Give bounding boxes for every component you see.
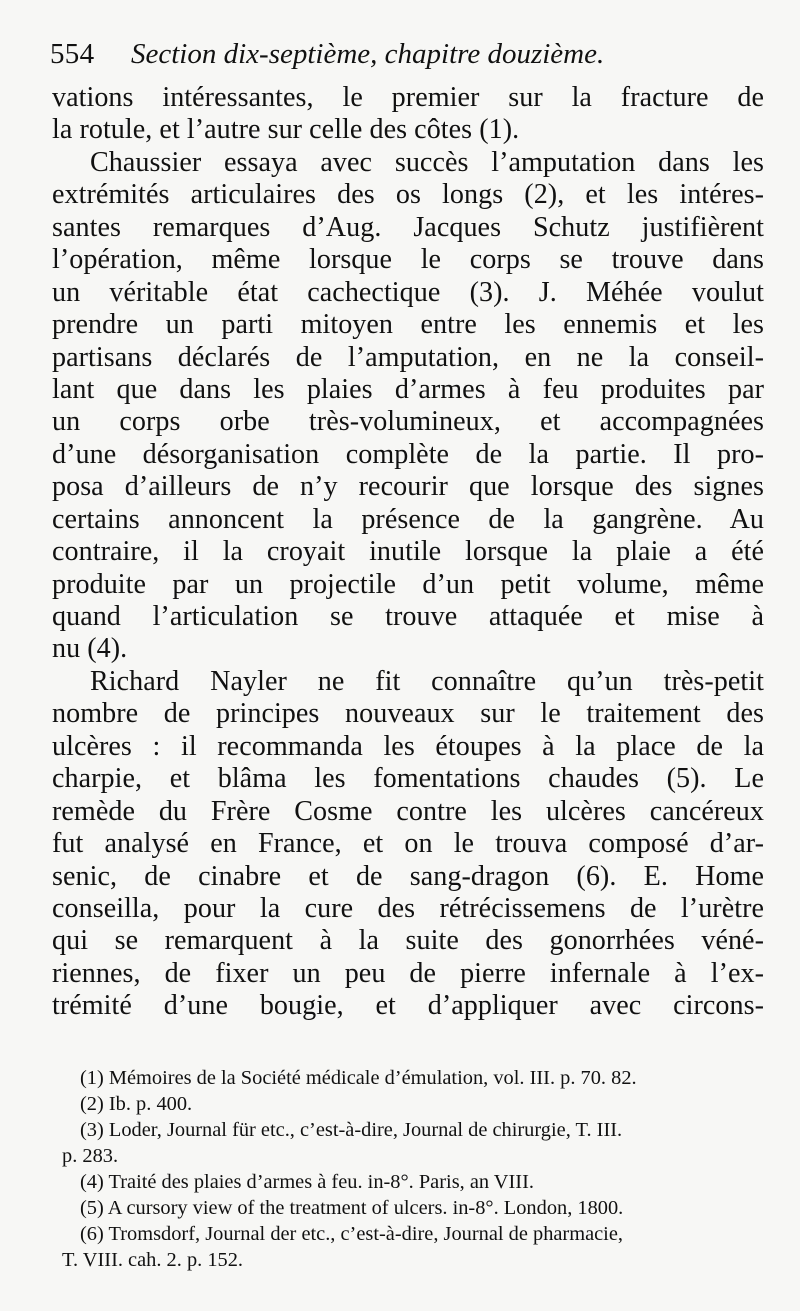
text-line: charpie, et blâma les fomentations chaudes (5). Le — [52, 763, 764, 795]
text-line: un véritable état cachectique (3). J. Méhée voulut — [52, 276, 764, 308]
footnote-line: (2) Ib. p. 400. — [80, 1093, 193, 1115]
footnote-continuation-line: p. 283. — [62, 1145, 119, 1167]
footnote-line: (1) Mémoires de la Société médicale d’émulation, vol. III. p. 70. 82. — [80, 1067, 637, 1089]
text-line: un corps orbe très-volumineux, et accompagnées — [52, 406, 764, 438]
text-line: prendre un parti mitoyen entre les ennemis et les — [52, 309, 764, 341]
text-line: trémité d’une bougie, et d’appliquer avec circons- — [52, 990, 764, 1022]
paragraph-start-line: Richard Nayler ne fit connaître qu’un très-petit — [90, 665, 764, 697]
text-line: senic, de cinabre et de sang-dragon (6). E. Home — [52, 860, 764, 892]
text-line: d’une désorganisation complète de la partie. Il pro- — [52, 438, 764, 470]
text-line: riennes, de fixer un peu de pierre infernale à l’ex- — [52, 957, 764, 989]
main-text — [52, 82, 764, 1023]
text-line: partisans déclarés de l’amputation, en ne la conseil- — [52, 341, 764, 373]
text-line: santes remarques d’Aug. Jacques Schutz justifièrent — [52, 211, 764, 243]
text-line: remède du Frère Cosme contre les ulcères cancéreux — [52, 795, 764, 827]
text-line: ulcères : il recommanda les étoupes à la place de la — [52, 730, 764, 762]
running-head: Section dix-septième, chapitre douzième. — [131, 38, 605, 70]
page-number: 554 — [50, 38, 95, 70]
text-line: vations intéressantes, le premier sur la fracture de — [52, 82, 764, 113]
text-line: conseilla, pour la cure des rétrécissemens de l’urètre — [52, 892, 764, 924]
text-line: nombre de principes nouveaux sur le traitement des — [52, 698, 764, 730]
page-header — [50, 38, 750, 82]
paragraph-start-line: Chaussier essaya avec succès l’amputation dans les — [90, 146, 764, 178]
footnote-line: (5) A cursory view of the treatment of ulcers. in-8°. London, 1800. — [80, 1197, 624, 1219]
footnote-line: (3) Loder, Journal für etc., c’est-à-dire, Journal de chirurgie, T. III. — [80, 1119, 623, 1141]
text-line: extrémités articulaires des os longs (2), et les intéres- — [52, 179, 764, 211]
footnote-line: (4) Traité des plaies d’armes à feu. in-8°. Paris, an VIII. — [80, 1171, 534, 1193]
text-line: lant que dans les plaies d’armes à feu produites par — [52, 373, 764, 405]
text-line: la rotule, et l’autre sur celle des côtes (1). — [52, 114, 520, 146]
text-line: fut analysé en France, et on le trouva composé d’ar- — [52, 828, 764, 860]
footnote-continuation-line: T. VIII. cah. 2. p. 152. — [62, 1249, 244, 1271]
footnotes-block — [62, 1065, 762, 1273]
text-line: produite par un projectile d’un petit volume, même — [52, 568, 764, 600]
text-line: posa d’ailleurs de n’y recourir que lorsque des signes — [52, 471, 764, 503]
text-line: l’opération, même lorsque le corps se trouve dans — [52, 244, 764, 276]
footnote-line: (6) Tromsdorf, Journal der etc., c’est-à-dire, Journal de pharmacie, — [80, 1223, 623, 1245]
text-line: quand l’articulation se trouve attaquée et mise à — [52, 601, 764, 632]
text-line: qui se remarquent à la suite des gonorrhées véné- — [52, 925, 764, 957]
text-line: certains annoncent la présence de la gangrène. Au — [52, 503, 764, 535]
text-line: contraire, il la croyait inutile lorsque la plaie a été — [52, 536, 764, 568]
text-line: nu (4). — [52, 633, 128, 665]
